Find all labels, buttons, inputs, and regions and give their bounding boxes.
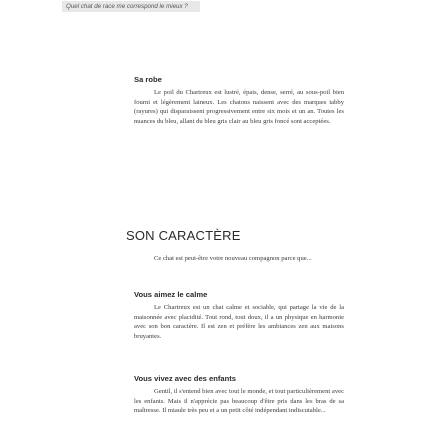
section-enfants bbox=[134, 374, 344, 416]
section-calme bbox=[134, 290, 344, 341]
section-calme-text: Le Chartreux est un chat calme et sociable, qui partage la vie de la maisonnée avec placidité. Tout rond, tout doux, il a un physique en harmonie avec son bon caractère. Il est zen et préfère les ambiances zen aux maisons bruyantes. bbox=[134, 304, 344, 340]
section-robe-title: Sa robe bbox=[134, 75, 162, 84]
caractere-intro: Ce chat est peut-être votre nouveau compagnon parce que... bbox=[154, 255, 312, 262]
section-enfants-text: Gentil, il s'entend bien avec tout le monde, et tout particulièrement avec les enfants. Mais il n'apprécie pas beaucoup d'être pris dans les bras de sa maîtresse. Il miaule très peu et a un petit côté indépendant indiscutable... bbox=[134, 388, 344, 415]
header-banner: Quel chat de race me correspond le mieux ? bbox=[62, 1, 200, 12]
section-enfants-title: Vous vivez avec des enfants bbox=[134, 374, 236, 383]
section-robe bbox=[134, 75, 344, 126]
caractere-heading: SON CARACTÈRE bbox=[126, 228, 241, 243]
section-calme-title: Vous aimez le calme bbox=[134, 290, 208, 299]
section-robe-text: Le poil du Chartreux est lustré, épais, dense, serré, au sous-poil bien fourni et légèrement laineux. Les chatons naissent avec des marques tabby (rayures) qui disparaissent progressivement entre six mois et un an. Toutes les nuances du bleu, allant du bleu gris clair au bleu gris foncé sont acceptées. bbox=[134, 89, 344, 125]
